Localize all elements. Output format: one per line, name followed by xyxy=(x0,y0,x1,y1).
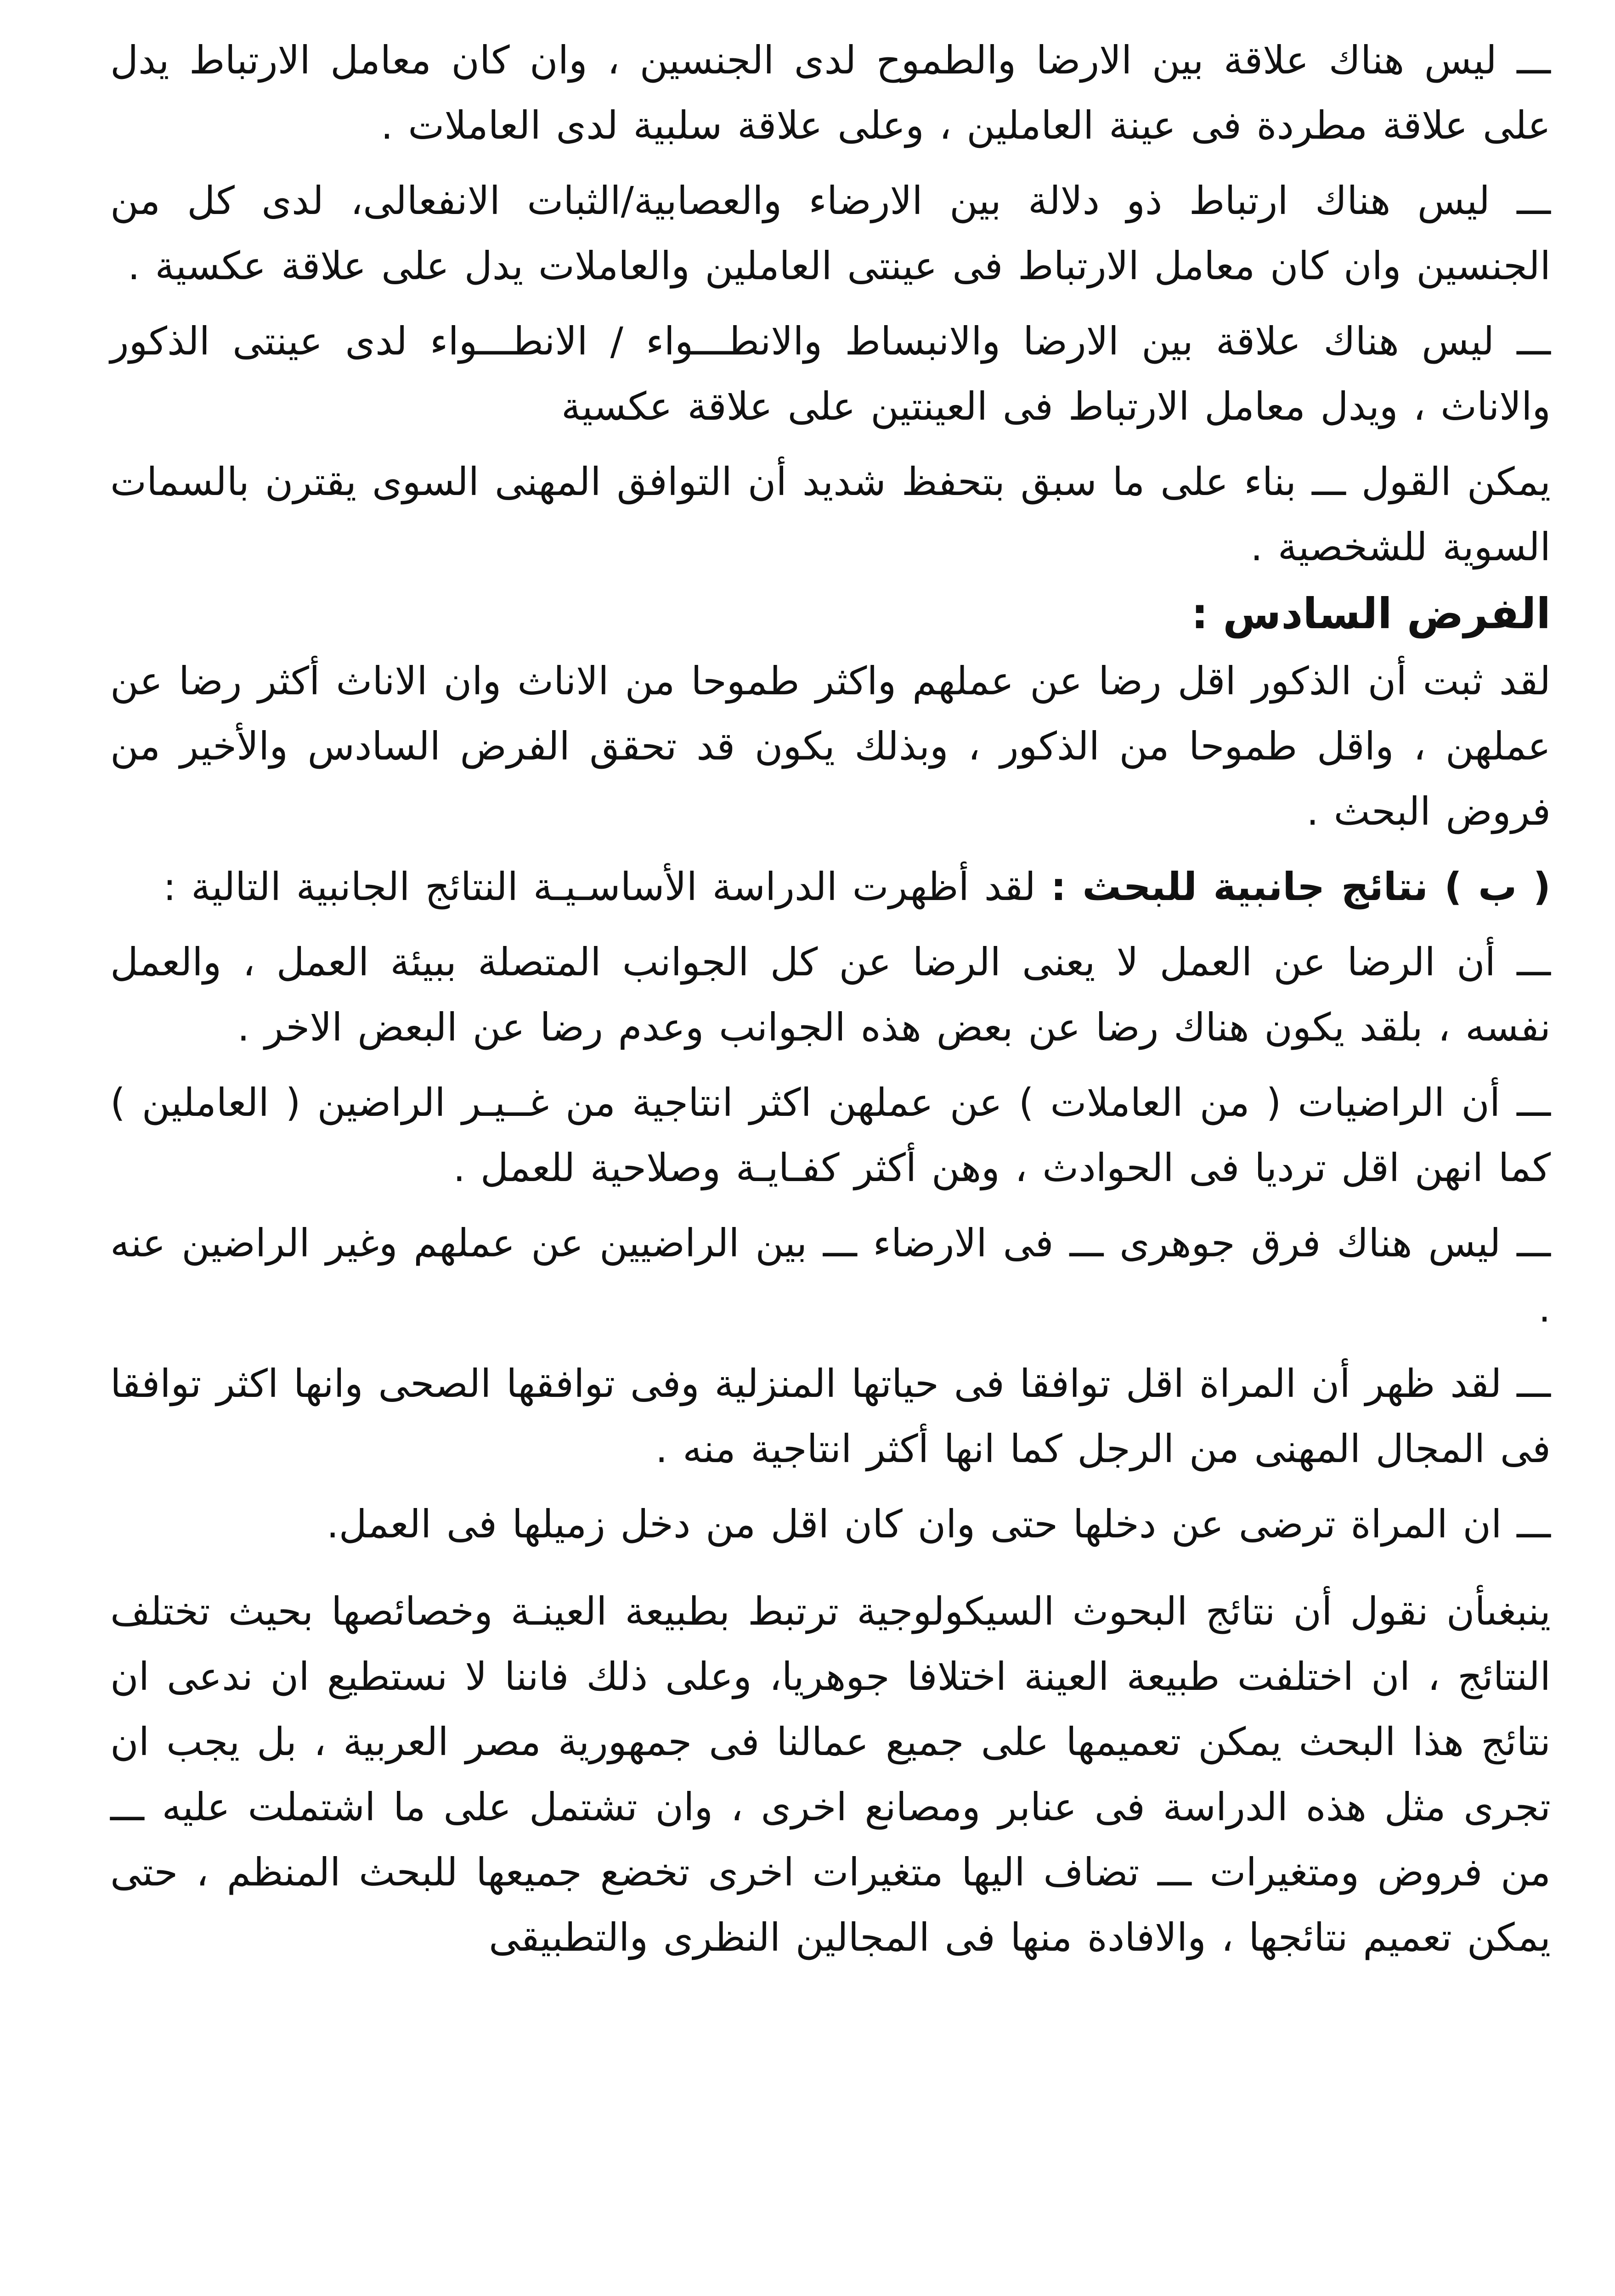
paragraph-side-results-intro xyxy=(110,854,1551,919)
section-heading-sixth-hypothesis: الفرض السادس : xyxy=(1191,589,1551,638)
finding-item: ـــ ان المراة ترضى عن دخلها حتى وان كان اقل من دخل زميلها فى العمل. xyxy=(326,1502,1551,1547)
paragraph-closing-generalization: ينبغىأن نقول أن نتائج البحوث السيكولوجية ترتبط بطبيعة العينـة وخصائصها بحيث تختلف النتائج ، ان اختلفت طبيعة العينة اختلافا جوهريا، وعلى ذلك فاننا لا نستطيع ان ندعى ان نتائج هذا البحث يمكن تعميمها على جميع عمالنا فى جمهورية مصر العربية ، بل يجب ان تجرى مثل هذه الدراسة فى عنابر ومصانع اخرى ، وان تشتمل على ما اشتملت عليه ـــ من فروض ومتغيرات ـــ تضاف اليها متغيرات اخرى تخضع جميعها للبحث المنظم ، حتى يمكن تعميم نتائجها ، والافادة منها فى المجالين النظرى والتطبيقى xyxy=(110,1589,1551,1960)
paragraph-sixth-hypothesis: لقد ثبت أن الذكور اقل رضا عن عملهم واكثر طموحا من الاناث وان الاناث أكثر رضا عن عملهن ، واقل طموحا من الذكور ، وبذلك يكون قد تحقق الفرض السادس والأخير من فروض البحث . xyxy=(110,658,1551,834)
finding-item: ـــ لقد ظهر أن المراة اقل توافقا فى حياتها المنزلية وفى توافقها الصحى وانها اكثر توافقا فى المجال المهنى من الرجل كما انها أكثر انتاجية منه . xyxy=(110,1361,1551,1471)
finding-item: ـــ أن الرضا عن العمل لا يعنى الرضا عن كل الجوانب المتصلة ببيئة العمل ، والعمل نفسه ، بلقد يكون هناك رضا عن بعض هذه الجوانب وعدم رضا عن البعض الاخر . xyxy=(110,940,1551,1050)
document-page xyxy=(110,28,1551,2296)
side-results-text: لقد أظهرت الدراسة الأساسـيـة النتائج الجانبية التالية : xyxy=(163,864,1051,909)
finding-item: ـــ أن الراضيات ( من العاملات ) عن عملهن اكثر انتاجية من غــيـر الراضين ( العاملين ) كما انهن اقل ترديا فى الحوادث ، وهن أكثر كفـايـة وصلاحية للعمل . xyxy=(110,1080,1551,1190)
side-results-label: ( ب ) نتائج جانبية للبحث : xyxy=(1050,864,1551,909)
paragraph-ambition-relationship: ـــ ليس هناك علاقة بين الارضا والطموح لدى الجنسين ، وان كان معامل الارتباط يدل على علاقة مطردة فى عينة العاملين ، وعلى علاقة سلبية لدى العاملات . xyxy=(110,38,1551,148)
paragraph-conclusion-normal-traits: يمكن القول ـــ بناء على ما سبق بتحفظ شديد أن التوافق المهنى السوى يقترن بالسمات السوية للشخصية . xyxy=(110,459,1551,569)
paragraph-neuroticism-relationship: ـــ ليس هناك ارتباط ذو دلالة بين الارضاء والعصابية/الثبات الانفعالى، لدى كل من الجنسين وان كان معامل الارتباط فى عينتى العاملين والعاملات يدل على علاقة عكسية . xyxy=(110,178,1551,288)
paragraph-extraversion-relationship: ـــ ليس هناك علاقة بين الارضا والانبساط والانطـــواء / الانطـــواء لدى عينتى الذكور والاناث ، ويدل معامل الارتباط فى العينتين على علاقة عكسية xyxy=(110,319,1551,429)
finding-item: ـــ ليس هناك فرق جوهرى ـــ فى الارضاء ـــ بين الراضيين عن عملهم وغير الراضين عنه . xyxy=(110,1221,1551,1331)
